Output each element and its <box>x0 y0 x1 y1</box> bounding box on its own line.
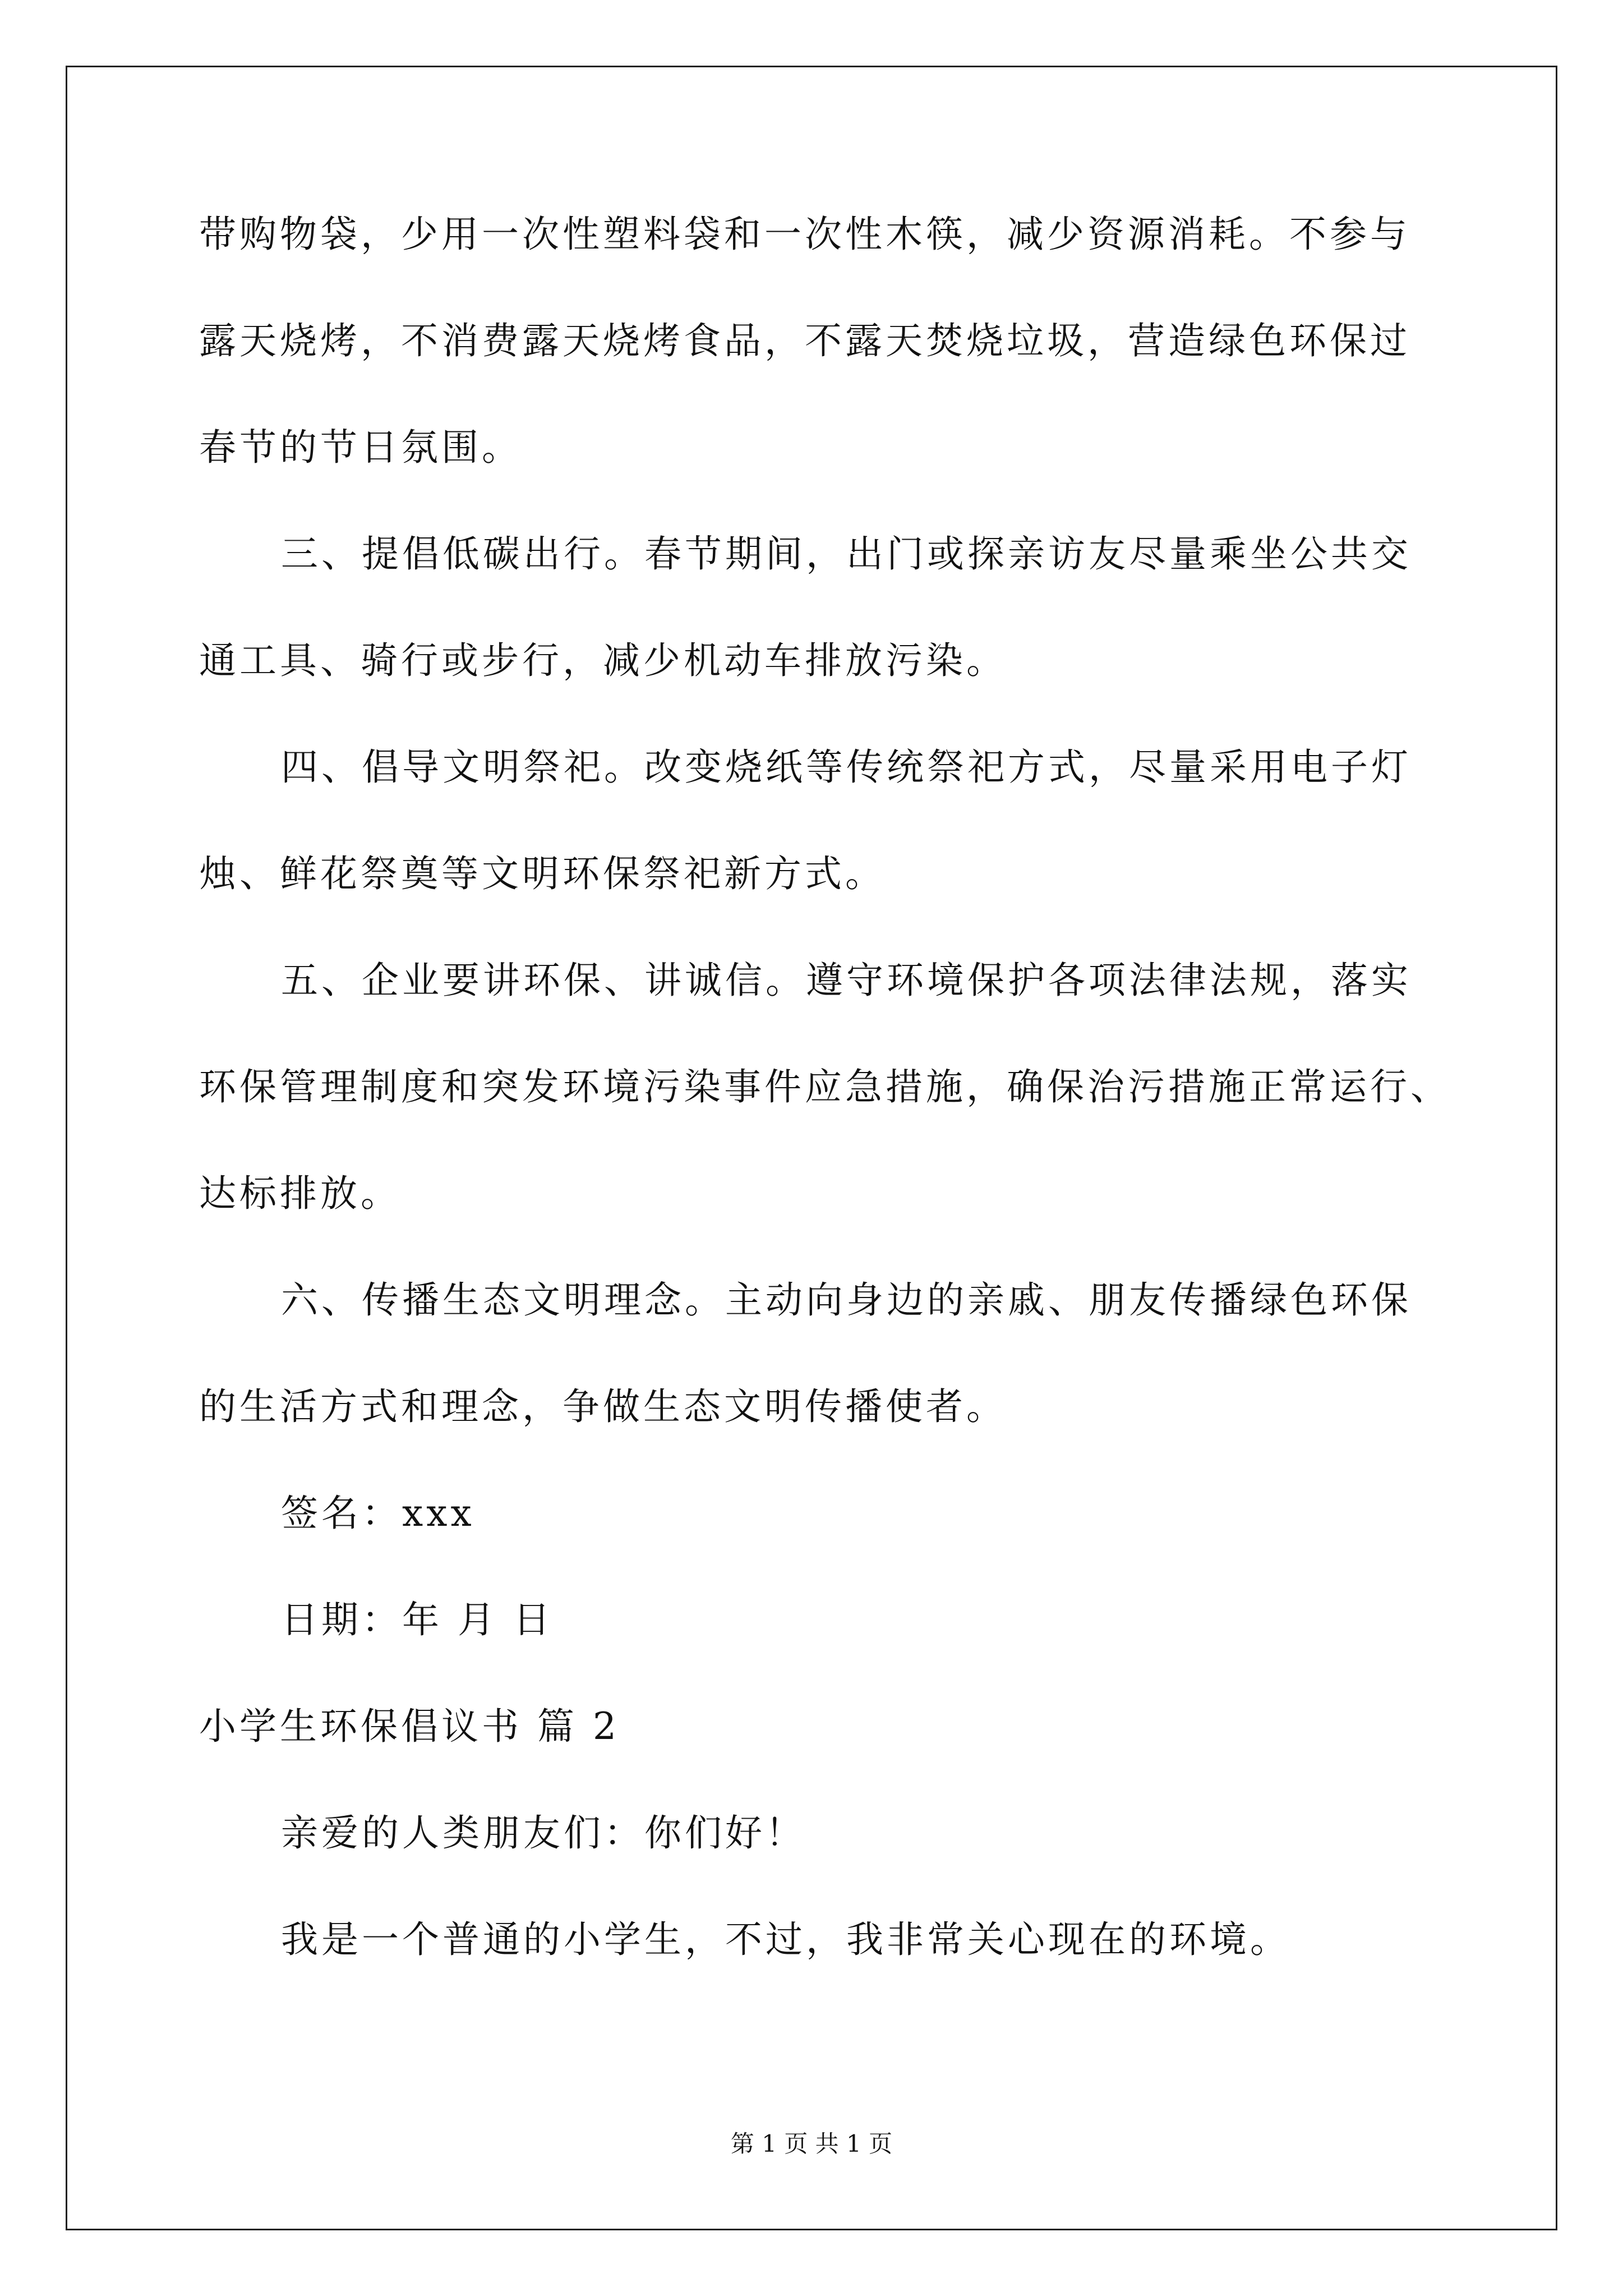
paragraph-line: 烛、鲜花祭奠等文明环保祭祀新方式。 <box>199 852 886 895</box>
paragraph-line: 的生活方式和理念，争做生态文明传播使者。 <box>199 1385 1007 1428</box>
greeting-line: 亲爱的人类朋友们：你们好！ <box>281 1811 806 1855</box>
paragraph-line: 四、倡导文明祭祀。改变烧纸等传统祭祀方式，尽量采用电子灯 <box>281 746 1412 789</box>
paragraph-line: 带购物袋，少用一次性塑料袋和一次性木筷，减少资源消耗。不参与 <box>199 213 1410 256</box>
paragraph-line: 六、传播生态文明理念。主动向身边的亲戚、朋友传播绿色环保 <box>281 1278 1412 1322</box>
date-line: 日期：年 月 日 <box>281 1598 554 1641</box>
paragraph-line: 三、提倡低碳出行。春节期间，出门或探亲访友尽量乘坐公共交 <box>281 532 1412 576</box>
signature-line: 签名：xxx <box>281 1492 475 1535</box>
paragraph-line: 露天烧烤，不消费露天烧烤食品，不露天焚烧垃圾，营造绿色环保过 <box>199 319 1410 362</box>
paragraph-line: 我是一个普通的小学生，不过，我非常关心现在的环境。 <box>281 1918 1290 1961</box>
paragraph-line: 达标排放。 <box>199 1172 401 1215</box>
page-number-footer: 第 1 页 共 1 页 <box>730 2130 893 2157</box>
section-title: 小学生环保倡议书 篇 2 <box>199 1705 620 1748</box>
paragraph-line: 环保管理制度和突发环境污染事件应急措施，确保治污措施正常运行、 <box>199 1065 1451 1108</box>
paragraph-line: 春节的节日氛围。 <box>199 426 522 469</box>
page-border <box>66 66 1557 2230</box>
paragraph-line: 五、企业要讲环保、讲诚信。遵守环境保护各项法律法规，落实 <box>281 959 1412 1002</box>
paragraph-line: 通工具、骑行或步行，减少机动车排放污染。 <box>199 639 1007 682</box>
